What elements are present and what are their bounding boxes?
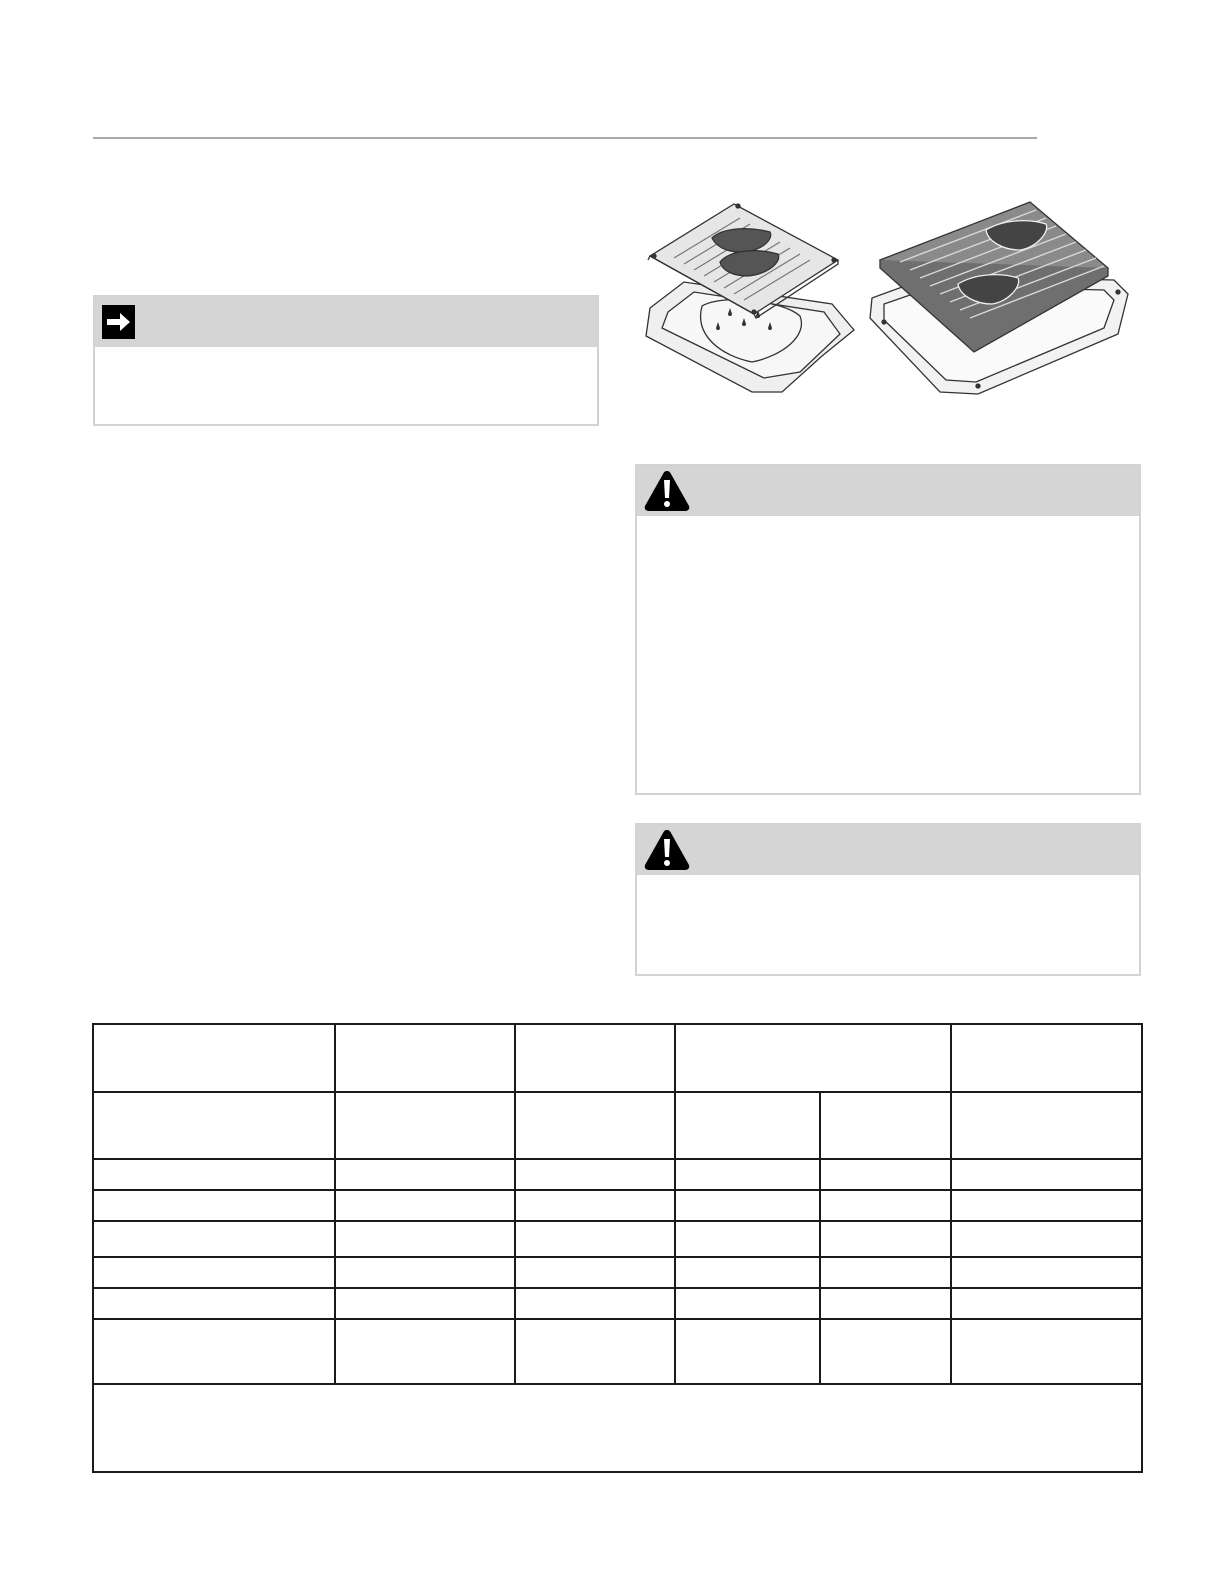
table-cell [515, 1288, 675, 1319]
table-cell [820, 1288, 951, 1319]
table-header-cell [515, 1024, 675, 1092]
table-cell [951, 1319, 1142, 1383]
table-footnote-row [93, 1384, 1142, 1472]
table-cell [335, 1221, 515, 1257]
table-cell [335, 1288, 515, 1319]
table-header-cell [675, 1024, 951, 1092]
exclamation-triangle-icon [643, 468, 691, 514]
table-cell [675, 1257, 820, 1288]
table-cell [93, 1190, 335, 1221]
table-cell [820, 1319, 951, 1383]
table-cell [820, 1257, 951, 1288]
table-footnote [93, 1384, 1142, 1472]
top-rule [93, 137, 1037, 139]
table-cell [93, 1221, 335, 1257]
table-cell [820, 1190, 951, 1221]
warning-callout-2 [635, 823, 1141, 976]
note-callout-body [95, 347, 597, 424]
table-cell [93, 1288, 335, 1319]
table-cell [951, 1221, 1142, 1257]
table-cell [820, 1221, 951, 1257]
table-cell [335, 1159, 515, 1190]
table-header-cell [951, 1024, 1142, 1092]
broil-pan-exploded-image [646, 204, 854, 392]
broil-pan-assembled-image [870, 202, 1128, 394]
warning-callout-1 [635, 464, 1141, 795]
table-cell [93, 1319, 335, 1383]
table-cell [515, 1190, 675, 1221]
table-cell [951, 1257, 1142, 1288]
table-cell [515, 1319, 675, 1383]
table-cell [675, 1319, 820, 1383]
table-cell [515, 1257, 675, 1288]
table-cell [675, 1159, 820, 1190]
table-cell [675, 1190, 820, 1221]
table-cell [675, 1288, 820, 1319]
table-cell [951, 1190, 1142, 1221]
note-callout [93, 295, 599, 426]
table-subheader-row [93, 1092, 1142, 1158]
table-subheader-cell [820, 1092, 951, 1158]
table-cell [515, 1159, 675, 1190]
note-callout-header [95, 297, 597, 347]
table-header-row [93, 1024, 1142, 1092]
table-subheader-cell [951, 1092, 1142, 1158]
table-subheader-cell [515, 1092, 675, 1158]
table-cell [820, 1159, 951, 1190]
table-row [93, 1190, 1142, 1221]
broil-pan-illustration [632, 196, 1132, 398]
table-cell [951, 1288, 1142, 1319]
table-subheader-cell [675, 1092, 820, 1158]
table-cell [335, 1190, 515, 1221]
table-cell [335, 1257, 515, 1288]
table-cell [335, 1319, 515, 1383]
warning-callout-2-body [637, 875, 1139, 974]
table-row [93, 1221, 1142, 1257]
broil-settings-table [92, 1023, 1143, 1473]
warning-callout-1-header [637, 466, 1139, 516]
table-subheader-cell [93, 1092, 335, 1158]
table-cell [675, 1221, 820, 1257]
table-cell [515, 1221, 675, 1257]
table-cell [93, 1257, 335, 1288]
table-row [93, 1288, 1142, 1319]
table-header-cell [335, 1024, 515, 1092]
table-subheader-cell [335, 1092, 515, 1158]
table-row [93, 1257, 1142, 1288]
exclamation-triangle-icon [643, 827, 691, 873]
right-arrow-icon [102, 305, 135, 339]
table-header-cell [93, 1024, 335, 1092]
table-row [93, 1159, 1142, 1190]
warning-callout-2-header [637, 825, 1139, 875]
table-cell [951, 1159, 1142, 1190]
table-row [93, 1319, 1142, 1383]
warning-callout-1-body [637, 516, 1139, 793]
table-cell [93, 1159, 335, 1190]
